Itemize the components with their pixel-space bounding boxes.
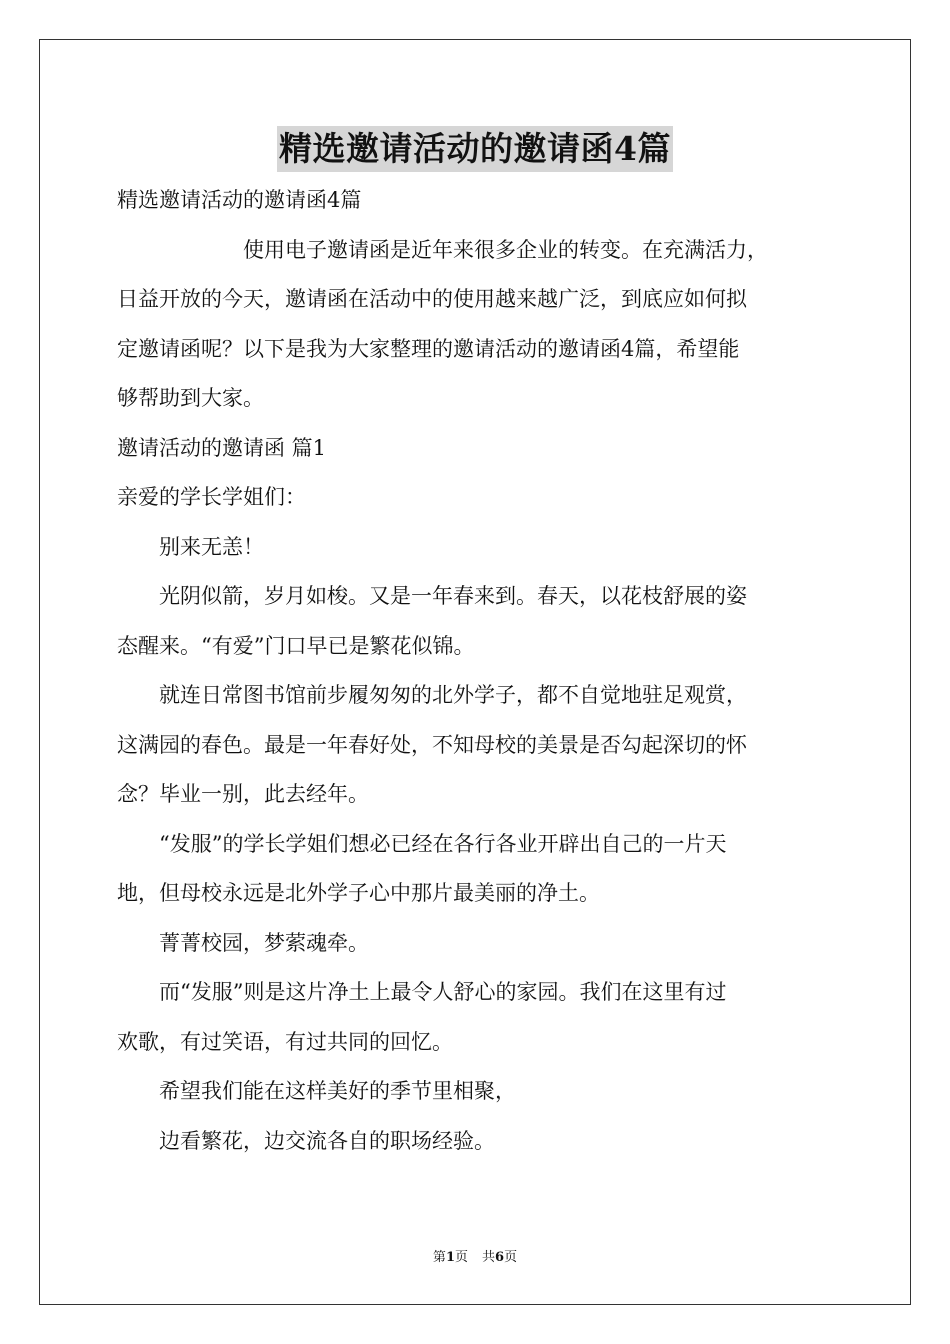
- page-suffix: 页: [454, 1250, 468, 1265]
- text-line: 菁菁校园，梦萦魂牵。: [117, 930, 369, 955]
- document-body: [117, 176, 837, 1166]
- page-total: 6: [495, 1250, 505, 1265]
- text-line: 地，但母校永远是北外学子心中那片最美丽的净土。: [117, 881, 600, 905]
- text-line: 态醒来。“有爱”门口早已是繁花似锦。: [117, 633, 475, 658]
- text-line: 够帮助到大家。: [117, 386, 264, 410]
- page-footer: [0, 1246, 950, 1265]
- text-line: 使用电子邀请函是近年来很多企业的转变。在充满活力，: [117, 237, 768, 262]
- text-line: 边看繁花，边交流各自的职场经验。: [117, 1128, 495, 1153]
- text-line: 日益开放的今天，邀请函在活动中的使用越来越广泛，到底应如何拟: [117, 287, 747, 311]
- text-line: 而“发服”则是这片净土上最令人舒心的家园。我们在这里有过: [117, 980, 727, 1004]
- total-suffix: 页: [504, 1250, 518, 1265]
- text-line: 念？毕业一别，此去经年。: [117, 782, 369, 806]
- text-line: 邀请活动的邀请函 篇1: [117, 435, 327, 460]
- total-prefix: 共: [482, 1250, 496, 1265]
- page-prefix: 第: [432, 1250, 446, 1265]
- text-line: 精选邀请活动的邀请函4篇: [117, 188, 362, 212]
- text-line: “发服”的学长学姐们想必已经在各行各业开辟出自己的一片天: [117, 831, 727, 856]
- text-line: 这满园的春色。最是一年春好处，不知母校的美景是否勾起深切的怀: [117, 732, 747, 757]
- title-container: [0, 126, 950, 172]
- text-line: 亲爱的学长学姐们：: [117, 485, 306, 509]
- text-line: 希望我们能在这样美好的季节里相聚，: [117, 1079, 516, 1103]
- text-line: 欢歌，有过笑语，有过共同的回忆。: [117, 1029, 453, 1054]
- text-line: 就连日常图书馆前步履匆匆的北外学子，都不自觉地驻足观赏，: [117, 683, 747, 707]
- text-line: 光阴似箭，岁月如梭。又是一年春来到。春天，以花枝舒展的姿: [117, 584, 747, 608]
- page-current: 1: [445, 1250, 455, 1265]
- text-line: 定邀请函呢？以下是我为大家整理的邀请活动的邀请函4篇，希望能: [117, 336, 740, 361]
- text-line: 别来无恙！: [117, 534, 264, 559]
- document-title: 精选邀请活动的邀请函4篇: [277, 126, 673, 172]
